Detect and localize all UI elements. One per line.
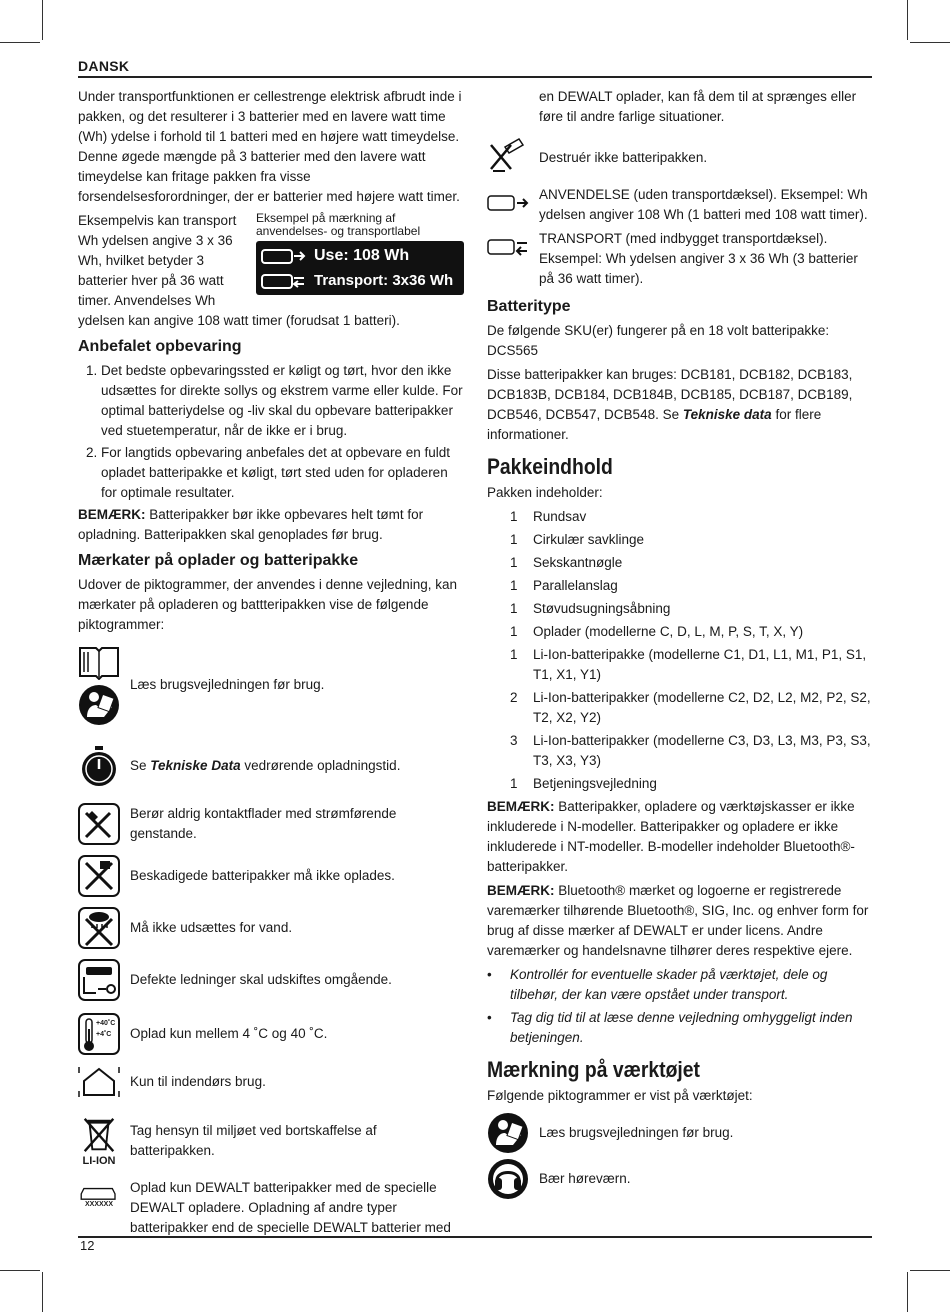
battery-use-icon [260, 245, 308, 267]
transport-label-row: Transport: 3x36 Wh [260, 268, 460, 293]
dewalt-cont: en DEWALT oplader, kan få dem til at sprænges eller føre til andre farlige situationer. [539, 89, 857, 124]
picto-contacts [78, 798, 458, 850]
picto-text: Tag hensyn til miljøet ved bortskaffelse af batteripakken. [130, 1123, 377, 1158]
picto-temperature [78, 1006, 458, 1062]
crop-mark [910, 42, 950, 43]
bullet-list [487, 965, 873, 1048]
package-item: 1 Betjeningsvejledning [510, 776, 657, 791]
package-item: 1 Sekskantnøgle [510, 555, 623, 570]
language-header: DANSK [78, 58, 130, 74]
package-item: 1 Rundsav [510, 509, 587, 524]
picto-tool-ear [487, 1156, 873, 1202]
picto-read-manual [78, 640, 458, 730]
xxxxxx-label: XXXXXX [84, 1201, 113, 1208]
picto-text: Læs brugsvejledningen før brug. [539, 1125, 734, 1140]
package-item: 3 Li-Ion-batteripakker (modellerne C3, D3, L3, M3, P3, S3, T3, X3, Y3) [510, 733, 871, 768]
battery-heading: Batteritype [487, 298, 571, 315]
picto-text: Se Tekniske Data vedrørende opladningstid. [130, 758, 401, 773]
intro-paragraph: Under transportfunktionen er cellestrenge elektrisk afbrudt inde i pakken, og det resulterer i 3 batterier med en lavere watt time (Wh) ydelse i forhold til 1 batteri med en højere watt timeydelse. Denne øgede mængde på 3 batterier med den lavere watt timeydelse kan fritage pakken fra visse forsendelsesforordninger, der er batterier med højere watt timer. [78, 89, 462, 204]
picto-transport [487, 229, 873, 289]
left-pictograms [78, 640, 458, 1238]
picto-text: Kun til indendørs brug. [130, 1074, 266, 1089]
picto-text: Destruér ikke batteripakken. [539, 150, 708, 165]
package-item: 1 Oplader (modellerne C, D, L, M, P, S, T, X, Y) [510, 624, 804, 639]
liion-label: LI-ION [82, 1155, 116, 1167]
picto-text: Berør aldrig kontaktflader med strømførende genstande. [130, 806, 397, 841]
battery-transport-icon [260, 270, 308, 292]
battery-p2: Disse batteripakker kan bruges: DCB181, DCB182, DCB183, DCB183B, DCB184, DCB184B, DCB185, DCB187, DCB189, DCB546, DCB547, DCB548. Se Tekniske data for flere informationer. [487, 367, 853, 442]
example-label-box [256, 212, 464, 295]
note-2: BEMÆRK: Bluetooth® mærket og logoerne er registrerede varemærker tilhørende Bluetooth®, SIG, Inc. og enhver form for brug af disse mærker af DEWALT er under licens. Andre varemærker og handelsnavne tilhører deres respektive ejere. [487, 883, 869, 958]
example-label-caption: Eksempel på mærkning af anvendelses- og transportlabel [256, 211, 421, 238]
picto-text: Læs brugsvejledningen før brug. [130, 677, 325, 692]
package-item: 1 Støvudsugningsåbning [510, 601, 671, 616]
picto-dewalt-charger [78, 1178, 458, 1238]
note-1: BEMÆRK: Batteripakker, opladere og værktøjskasser er ikke inkluderede i N-modeller. Batteripakker og opladere er ikke inkluderede i NT-modeller. B-modeller indeholder Bluetooth®-batteripakker. [487, 799, 855, 874]
crop-mark [0, 1270, 40, 1271]
header-rule [78, 76, 872, 78]
package-item: 1 Parallelanslag [510, 578, 618, 593]
wh-label [256, 241, 464, 295]
package-heading: Pakkeindhold [487, 454, 613, 479]
picto-dispose [78, 1108, 458, 1174]
picto-text: Oplad kun mellem 4 ˚C og 40 ˚C. [130, 1026, 328, 1041]
example-text: Eksempelvis kan transport Wh ydelsen angive 3 x 36 Wh, hvilket betyder 3 batterier hver på 36 watt timer. Anvendelses Wh [78, 213, 237, 308]
crop-mark [910, 1270, 950, 1271]
example-text-cont: ydelsen kan angive 108 watt timer (forudsat 1 batteri). [78, 313, 400, 328]
picto-damaged [78, 850, 458, 902]
labels-heading: Mærkater på oplader og batteripakke [78, 552, 359, 569]
package-item: 1 Li-Ion-batteripakke (modellerne C1, D1, L1, M1, P1, S1, T1, X1, Y1) [510, 647, 867, 682]
package-list [487, 507, 873, 794]
picto-text: Defekte ledninger skal udskiftes omgående. [130, 972, 392, 987]
storage-list [78, 361, 464, 503]
crop-mark [907, 0, 908, 40]
crop-mark [42, 1272, 43, 1312]
left-column [78, 87, 464, 639]
crop-mark [0, 42, 40, 43]
package-item: 2 Li-Ion-batteripakker (modellerne C2, D2, L2, M2, P2, S2, T2, X2, Y2) [510, 690, 871, 725]
picto-destroy [487, 133, 873, 183]
right-column [487, 87, 873, 1202]
labels-intro: Udover de piktogrammer, der anvendes i denne vejledning, kan mærkater på opladeren og battteripakken vise de følgende piktogrammer: [78, 577, 457, 632]
no-contact-icon [78, 803, 120, 845]
no-water-icon [78, 907, 120, 949]
recycle-bin-icon [78, 1115, 120, 1155]
picto-text: Beskadigede batteripakker må ikke oplades. [130, 868, 395, 883]
temp-high-label: +40˚C [96, 1020, 116, 1027]
read-manual-icon [78, 684, 120, 726]
storage-note: BEMÆRK: Batteripakker bør ikke opbevares helt tømt for opladning. Batteripakken skal genoplades før brug. [78, 507, 424, 542]
list-item: • Kontrollér for eventuelle skader på værktøjet, dele og tilbehør, der kan være opstået under transport. [487, 965, 873, 1005]
temp-low-label: +4˚C [96, 1031, 112, 1038]
picto-tool-read [487, 1110, 873, 1156]
picto-text: Oplad kun DEWALT batteripakker med de specielle DEWALT opladere. Opladning af andre typer batteripakker end de specielle DEWALT batterier med [130, 1180, 451, 1235]
list-item: 2. For langtids opbevaring anbefales det at opbevare en fuldt opladet batteripakke et køligt, tørt sted uden for opladeren for optimale resultater. [86, 445, 450, 500]
picto-text: Bær høreværn. [539, 1171, 631, 1186]
picto-tech-data [78, 734, 458, 798]
ear-protection-icon [487, 1158, 529, 1200]
battery-transport-icon [487, 236, 529, 258]
battery-p1: De følgende SKU(er) fungerer på en 18 volt batteripakke: DCS565 [487, 323, 830, 358]
picto-use [487, 185, 873, 225]
picto-text: ANVENDELSE (uden transportdæksel). Eksempel: Wh ydelsen angiver 108 Wh (1 batteri med 108 watt timer). [539, 187, 868, 222]
stopwatch-icon [78, 745, 120, 787]
list-item: 1. Det bedste opbevaringssted er køligt og tørt, hvor den ikke udsættes for direkte sollys og ekstrem varme eller kulde. For optimal batteriydelse og -liv skal du opbevare batteripakker ved stuetemperatur, når de ikke er i brug. [86, 363, 463, 438]
battery-pack-icon [78, 1185, 120, 1201]
picto-text: TRANSPORT (med indbygget transportdæksel). Eksempel: Wh ydelsen angiver 3 x 36 Wh (3 batterier på 36 watt timer). [539, 231, 858, 286]
battery-use-icon [487, 192, 529, 214]
cord-plug-icon [78, 959, 120, 1001]
damaged-battery-icon [78, 855, 120, 897]
list-item: • Tag dig tid til at læse denne vejledning omhyggeligt inden betjeningen. [487, 1008, 873, 1048]
page-number: 12 [80, 1238, 95, 1253]
house-icon [78, 1061, 120, 1103]
crop-mark [42, 0, 43, 40]
no-destroy-icon [487, 137, 529, 179]
read-manual-icon [487, 1112, 529, 1154]
tool-intro: Følgende piktogrammer er vist på værktøjet: [487, 1088, 753, 1103]
package-intro: Pakken indeholder: [487, 485, 603, 500]
picto-cords [78, 954, 458, 1006]
book-icon [78, 644, 120, 680]
package-item: 1 Cirkulær savklinge [510, 532, 645, 547]
picto-water [78, 902, 458, 954]
picto-indoor [78, 1062, 458, 1102]
storage-heading: Anbefalet opbevaring [78, 338, 242, 355]
picto-text: Må ikke udsættes for vand. [130, 920, 293, 935]
use-label-row: Use: 108 Wh [260, 243, 460, 268]
crop-mark [907, 1272, 908, 1312]
tool-heading: Mærkning på værktøjet [487, 1057, 701, 1082]
